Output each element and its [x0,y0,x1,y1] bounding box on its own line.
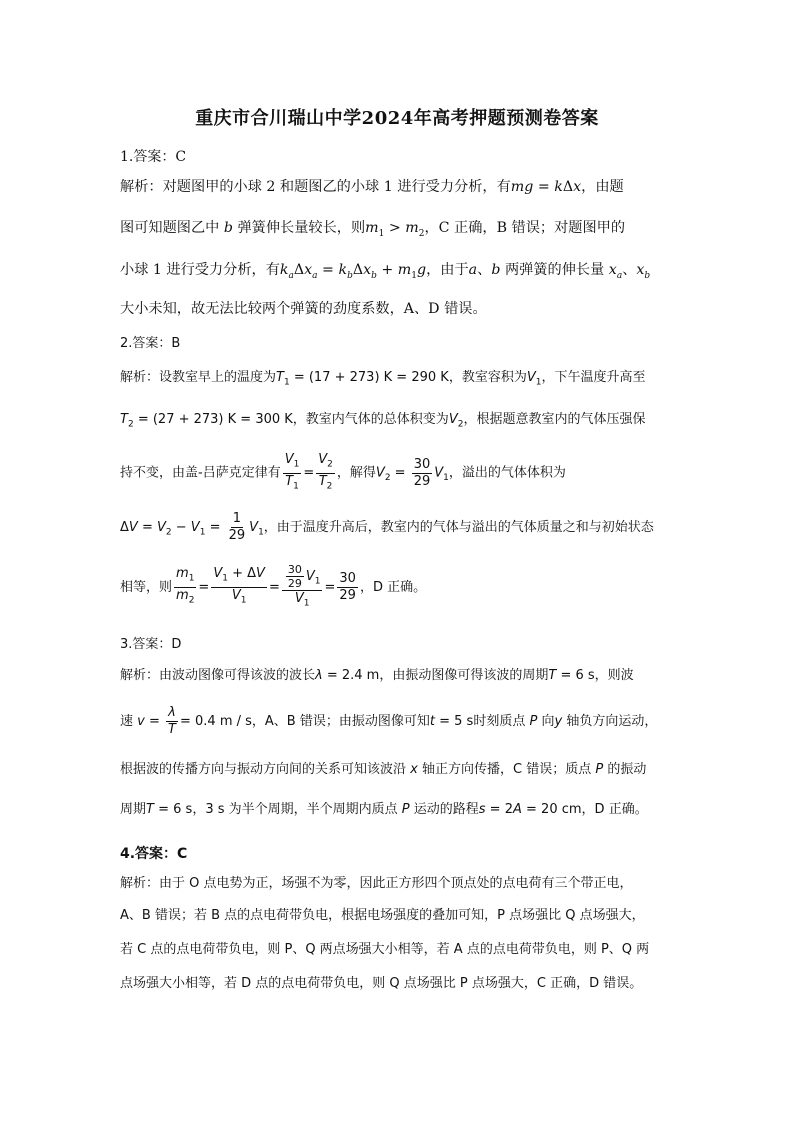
q2-line-4: $\Delta V = V_2 - V_1$ = $\frac{1}{29}$ $V_1$，由于温度升高后，教室内的气体与溢出的气体质量之和与初始状态 [120,511,654,543]
q3-line-2: 速 v = $\frac{\lambda}{T}$ = 0.4 m / s，A、B 错误；由振动图像可知t = 5 s时刻质点 P 向y 轴负方向运动， [120,705,658,737]
q4-line-1: 解析：由于 O 点电势为正，场强不为零，因此正方形四个顶点处的点电荷有三个带正电， [120,876,633,891]
q2-line-5: 相等，则 $\frac{m_1}{m_2}$ = $\frac{V_1 + \Delta V}{V_1}$ = $\frac{30}{29}$ $V_1$ $V_1$ = $\frac{30}{29}$ ，D 正确。 [120,563,427,609]
q1-line-2: 图可知题图乙中 b 弹簧伸长量较长，则$m_1 > m_2$，C 正确，B 错误；对题图甲的 [120,220,626,239]
q4-line-3: 若 C 点的点电荷带负电，则 P、Q 两点场强大小相等，若 A 点的点电荷带负电，则 P、Q 两 [120,942,650,957]
q3-line-3: 根据波的传播方向与振动方向间的关系可知该波沿 x 轴正方向传播，C 错误；质点 P 的振动 [120,762,647,777]
q1-line-3: 小球 1 进行受力分析，有$k_a\Delta x_a = k_b\Delta x_b + m_1g$，由于a、b 两弹簧的伸长量 $x_a$、$x_b$ [120,262,651,281]
q2-line-3: 持不变，由盖-吕萨克定律有 $\frac{V_1}{T_1}$ = $\frac{V_2}{T_2}$ ，解得$V_2$ = $\frac{30}{29}$ $V_1$，溢出的气体体积为 [120,452,566,492]
q3-answer: 3.答案：D [120,637,182,652]
q4-line-4: 点场强大小相等，若 D 点的点电荷带负电，则 Q 点场强比 P 点场强大，C 正确，D 错误。 [120,976,643,991]
q1-line-1: 解析：对题图甲的小球 2 和题图乙的小球 1 进行受力分析，有mg = kΔx，由题 [120,179,624,195]
q2-answer: 2.答案：B [120,336,181,351]
q4-line-2: A、B 错误；若 B 点的点电荷带负电，根据电场强度的叠加可知，P 点场强比 Q 点场强大， [120,908,645,923]
page-title: 重庆市合川瑞山中学2024年高考押题预测卷答案 [195,108,599,129]
q3-line-1: 解析：由波动图像可得该波的波长λ = 2.4 m，由振动图像可得该波的周期T = 6 s，则波 [120,668,634,683]
q4-answer: 4.答案：C [120,846,188,862]
q1-line-4: 大小未知，故无法比较两个弹簧的劲度系数，A、D 错误。 [120,301,487,317]
q2-line-2: $T_2 = (27 + 273) K = 300$ K，教室内气体的总体积变为$V_2$，根据题意教室内的气体压强保 [120,412,646,430]
q2-line-1: 解析：设教室早上的温度为$T_1 = (17 + 273) K = 290$ K，教室容积为$V_1$，下午温度升高至 [120,370,646,388]
q1-answer: 1.答案：C [120,149,187,165]
q3-line-4: 周期T = 6 s，3 s 为半个周期，半个周期内质点 P 运动的路程s = 2A = 20 cm，D 正确。 [120,802,648,817]
